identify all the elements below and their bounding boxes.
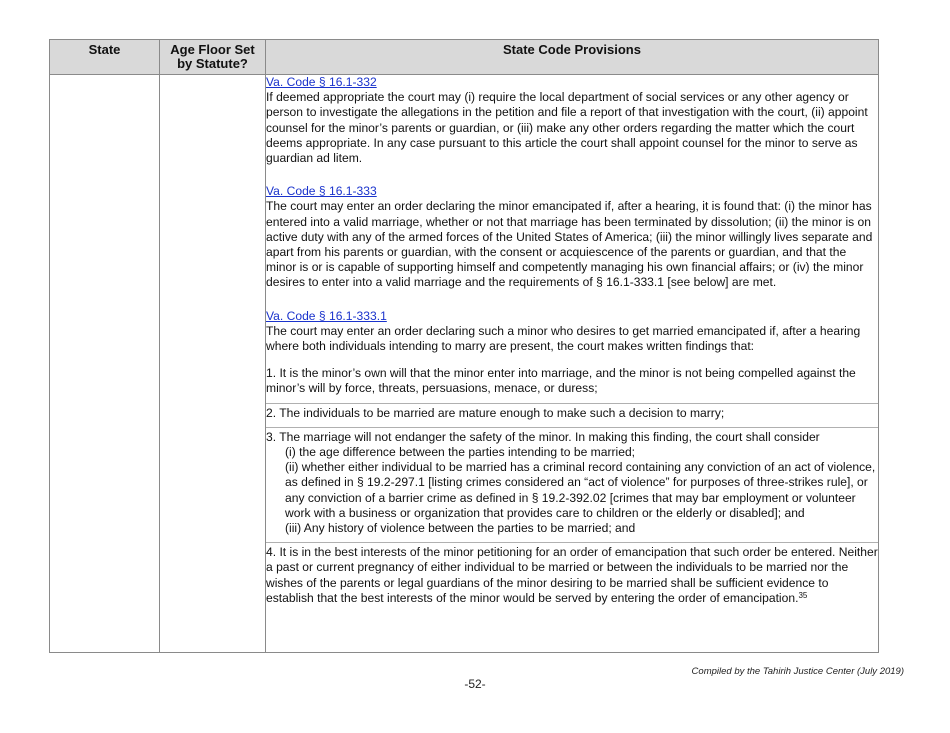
section-text: If deemed appropriate the court may (i) require the local department of social services or any other agency or person to investigate the allegations in the petition and file a report of that investigation with the court, (ii) appoint counsel for the minor’s parents or guardian, or (iii) make any other orders regarding the matter which the court deems appropriate. In any case pursuant to this article the court shall appoint counsel for the minor to serve as guardian ad litem.	[266, 90, 868, 166]
finding-1: 1. It is the minor’s own will that the minor enter into marriage, and the minor is not being compelled against the minor’s will by force, threats, persuasions, menace, or duress;	[266, 366, 856, 396]
section-text: The court may enter an order declaring such a minor who desires to get married emancipated if, after a hearing where both individuals intending to marry are present, the court makes written findings that:	[266, 323, 861, 354]
footnote-marker: 35	[798, 590, 808, 600]
finding-3-sub-i: (i) the age difference between the parties intending to be married;	[285, 445, 636, 460]
section-16-1-333-1	[266, 309, 878, 355]
page-number: -52-	[464, 677, 486, 691]
finding-2: 2. The individuals to be married are mature enough to make such a decision to marry;	[266, 403, 878, 427]
cell-provisions	[266, 75, 879, 653]
finding-3-sub-iii: (iii) Any history of violence between the parties to be married; and	[285, 521, 636, 536]
table-row	[50, 75, 879, 653]
finding-4-text: 4. It is in the best interests of the minor petitioning for an order of emancipation that such order be entered. Neither a past or current pregnancy of either individual to be married or between the individuals to be married nor the wishes of the parents or legal guardians of the minor desiring to be married shall be sufficient evidence to establish that the best interests of the minor would be served by entering the order of emancipation.	[266, 545, 878, 605]
finding-3-intro: 3. The marriage will not endanger the safety of the minor. In making this finding, the court shall consider	[266, 429, 820, 444]
cell-age-floor	[160, 75, 266, 653]
section-text: The court may enter an order declaring the minor emancipated if, after a hearing, it is found that: (i) the minor has entered into a valid marriage, whether or not that marriage has been terminated by dissolution; (ii) the minor is on active duty with any of the armed forces of the United States of America; (iii) the minor willingly lives separate and apart from his parents or guardian, with the consent or acquiescence of the parents or guardian, and that the minor is or is capable of supporting himself and competently managing his own financial affairs; or (iv) the minor desires to enter into a valid marriage and the requirements of § 16.1-333.1 [see below] are met.	[266, 199, 873, 290]
finding-3-sub-ii: (ii) whether either individual to be married has a criminal record containing any conviction of an act of violence, as defined in § 19.2-297.1 [listing crimes considered an “act of violence” for purposes of three-strikes rule], or any conviction of a barrier crime as defined in § 19.2-392.02 [crimes that may bar employment or volunteer work with a business or organization that provides care to children or the elderly or disabled]; and	[285, 460, 876, 520]
section-16-1-333	[266, 184, 878, 290]
link-va-code-16-1-332[interactable]: Va. Code § 16.1-332	[266, 75, 377, 89]
finding-4	[266, 542, 878, 612]
link-va-code-16-1-333-1[interactable]: Va. Code § 16.1-333.1	[266, 308, 387, 323]
header-age-floor: Age Floor Set by Statute?	[160, 40, 266, 75]
compiled-by-credit: Compiled by the Tahirih Justice Center (July 2019)	[691, 666, 904, 677]
link-va-code-16-1-333[interactable]: Va. Code § 16.1-333	[266, 184, 377, 199]
table-header-row	[50, 40, 879, 75]
finding-3	[266, 427, 878, 542]
cell-state	[50, 75, 160, 653]
header-state: State	[50, 40, 160, 75]
header-state-code-provisions: State Code Provisions	[266, 40, 879, 75]
state-code-table	[49, 39, 879, 653]
section-16-1-332	[266, 75, 878, 166]
